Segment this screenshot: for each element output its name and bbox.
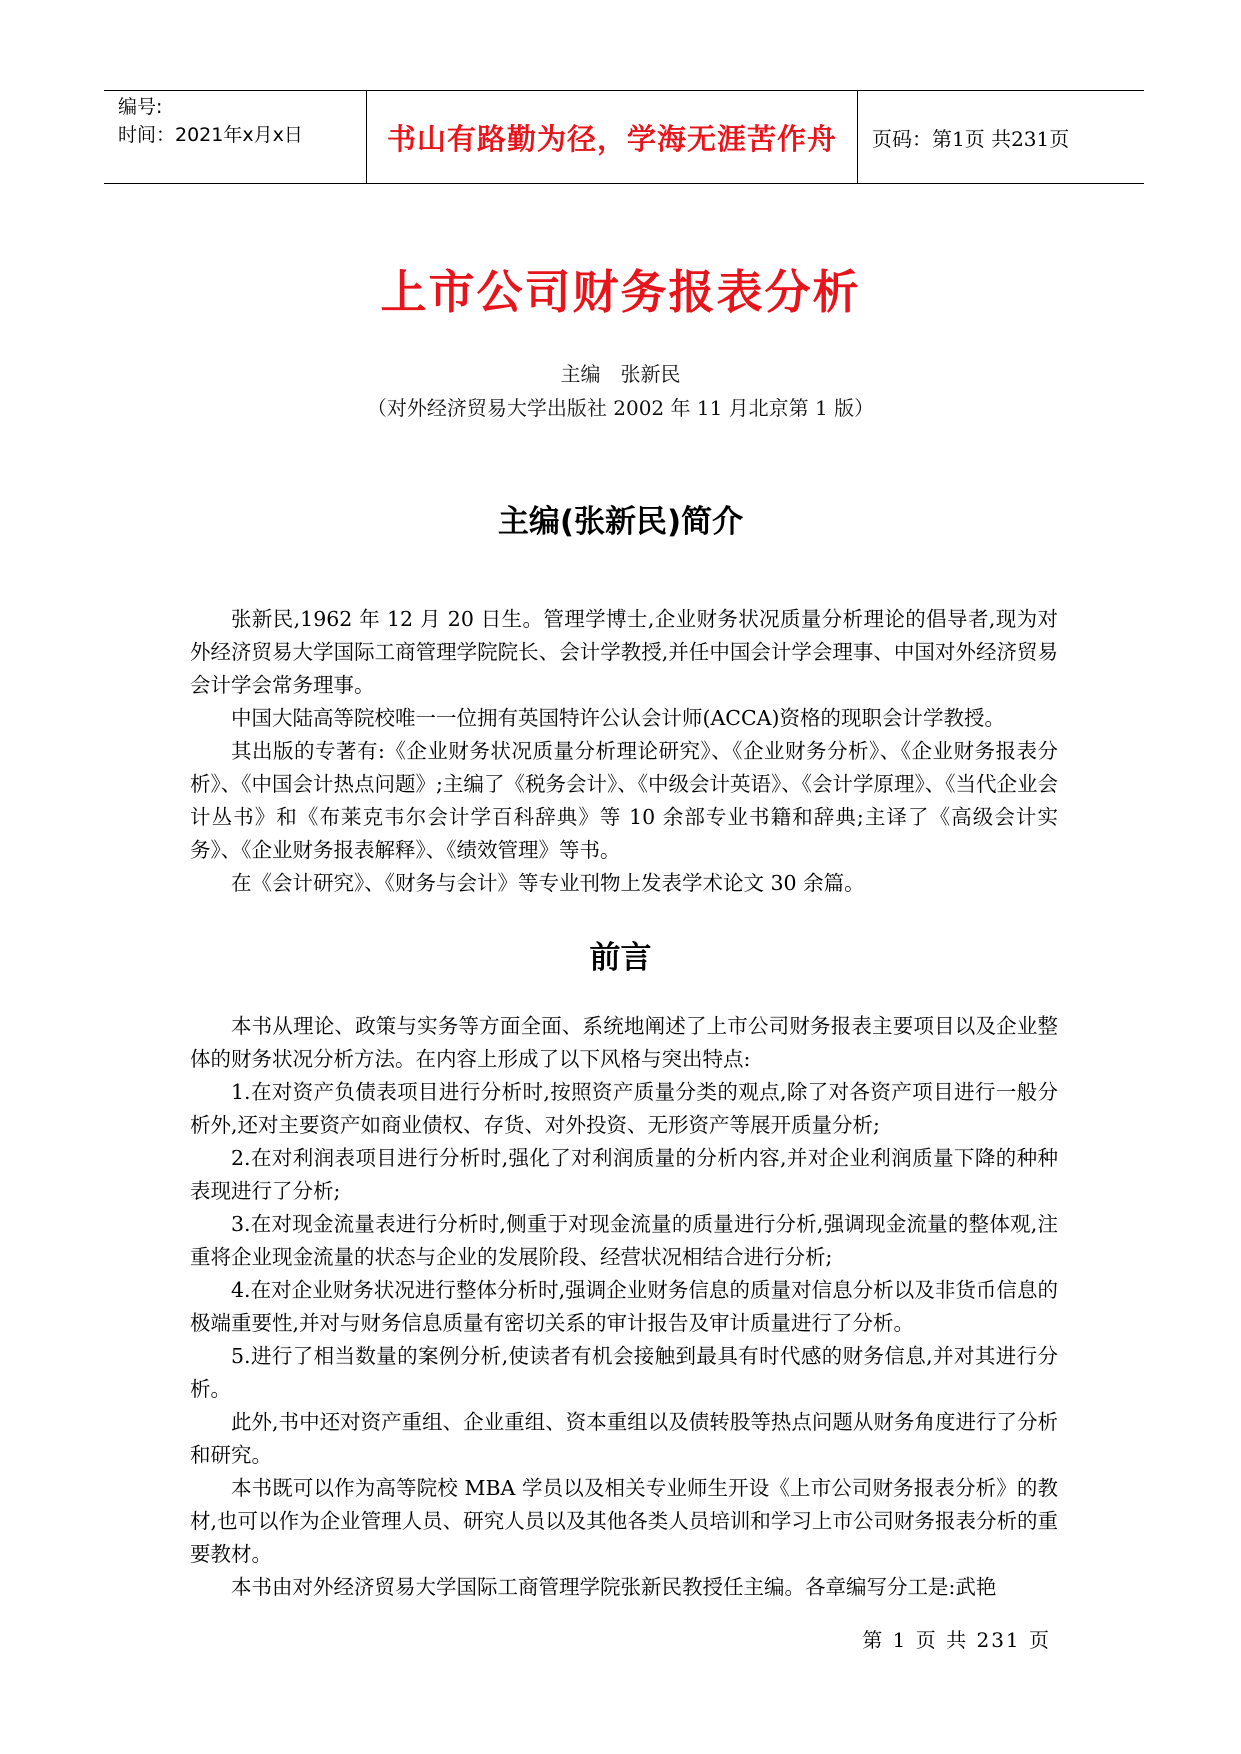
bio-body: [190, 603, 1058, 900]
preface-paragraph: 2.在对利润表项目进行分析时,强化了对利润质量的分析内容,并对企业利润质量下降的种种表现进行了分析;: [190, 1146, 1058, 1203]
header-motto: 书山有路勤为径，学海无涯苦作舟: [367, 91, 858, 183]
preface-paragraph: 本书既可以作为高等院校 MBA 学员以及相关专业师生开设《上市公司财务报表分析》的教材,也可以作为企业管理人员、研究人员以及其他各类人员培训和学习上市公司财务报表分析的重要教材。: [190, 1476, 1058, 1566]
preface-paragraph: 本书从理论、政策与实务等方面全面、系统地阐述了上市公司财务报表主要项目以及企业整体的财务状况分析方法。在内容上形成了以下风格与突出特点:: [190, 1014, 1058, 1071]
bio-paragraph: 中国大陆高等院校唯一一位拥有英国特许公认会计师(ACCA)资格的现职会计学教授。: [231, 706, 1005, 730]
number-label: 编号:: [118, 96, 163, 118]
preface-paragraph: 4.在对企业财务状况进行整体分析时,强调企业财务信息的质量对信息分析以及非货币信息的极端重要性,并对与财务信息质量有密切关系的审计报告及审计质量进行了分析。: [190, 1278, 1058, 1335]
page-header: [104, 90, 1144, 184]
preface-paragraph: 本书由对外经济贸易大学国际工商管理学院张新民教授任主编。各章编写分工是:武艳: [231, 1575, 997, 1599]
preface-paragraph: 此外,书中还对资产重组、企业重组、资本重组以及债转股等热点问题从财务角度进行了分析和研究。: [190, 1410, 1058, 1467]
header-page-info: 页码：第1页 共231页: [872, 126, 1070, 151]
document-title: 上市公司财务报表分析: [380, 265, 861, 319]
header-meta: [104, 91, 367, 183]
page-footer: 第 1 页 共 231 页: [862, 1628, 1051, 1652]
preface-paragraph: 5.进行了相当数量的案例分析,使读者有机会接触到最具有时代感的财务信息,并对其进行分析。: [190, 1344, 1058, 1401]
preface-heading: 前言: [589, 940, 652, 976]
preface-paragraph: 3.在对现金流量表进行分析时,侧重于对现金流量的质量进行分析,强调现金流量的整体观,注重将企业现金流量的状态与企业的发展阶段、经营状况相结合进行分析;: [190, 1212, 1058, 1269]
preface-body: [190, 1010, 1058, 1604]
bio-paragraph: 其出版的专著有:《企业财务状况质量分析理论研究》、《企业财务分析》、《企业财务报表分析》、《中国会计热点问题》;主编了《税务会计》、《中级会计英语》、《会计学原理》、《当代企业会计丛书》和《布莱克韦尔会计学百科辞典》等 10 余部专业书籍和辞典;主译了《高级会计实务》、《企业财务报表解释》、《绩效管理》等书。: [190, 739, 1058, 862]
bio-paragraph: 张新民,1962 年 12 月 20 日生。管理学博士,企业财务状况质量分析理论的倡导者,现为对外经济贸易大学国际工商管理学院院长、会计学教授,并任中国会计学会理事、中国对外经济贸易会计学会常务理事。: [190, 607, 1058, 697]
bio-paragraph: 在《会计研究》、《财务与会计》等专业刊物上发表学术论文 30 余篇。: [231, 871, 865, 895]
editor-line: 主编 张新民: [560, 362, 681, 386]
bio-heading: 主编(张新民)简介: [497, 504, 744, 540]
preface-paragraph: 1.在对资产负债表项目进行分析时,按照资产质量分类的观点,除了对各资产项目进行一般分析外,还对主要资产如商业债权、存货、对外投资、无形资产等展开质量分析;: [190, 1080, 1058, 1137]
time-label: 时间：2021年x月x日: [118, 124, 303, 146]
publisher-line: （对外经济贸易大学出版社 2002 年 11 月北京第 1 版）: [366, 396, 875, 420]
